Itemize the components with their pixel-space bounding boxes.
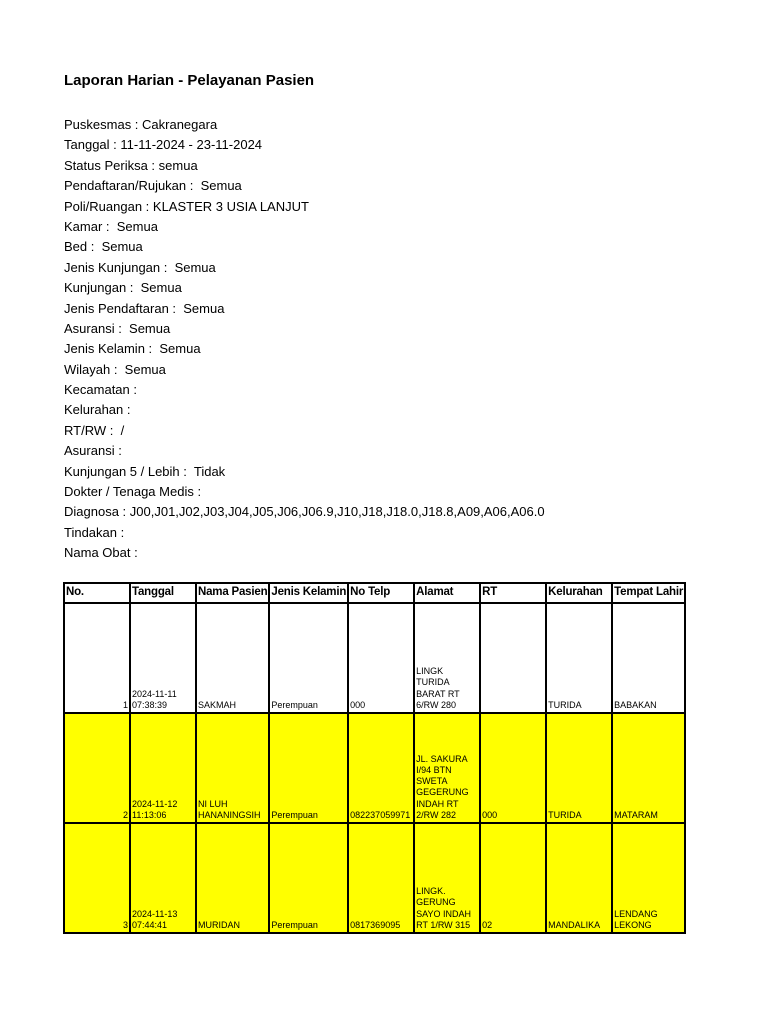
cell-jenis-kelamin: Perempuan bbox=[269, 823, 348, 933]
header-jenis-kelamin: Jenis Kelamin bbox=[269, 583, 348, 603]
header-rt: RT bbox=[480, 583, 546, 603]
table-row bbox=[64, 823, 685, 933]
table-row bbox=[64, 603, 685, 713]
info-dokter: Dokter / Tenaga Medis : bbox=[64, 484, 202, 500]
header-kelurahan: Kelurahan bbox=[546, 583, 612, 603]
report-filter-info bbox=[64, 115, 545, 564]
cell-tanggal: 2024-11-12 11:13:06 bbox=[130, 713, 196, 823]
header-tempat-lahir: Tempat Lahir bbox=[612, 583, 685, 603]
header-tanggal: Tanggal bbox=[130, 583, 196, 603]
cell-tanggal: 2024-11-11 07:38:39 bbox=[130, 603, 196, 713]
patient-table bbox=[63, 582, 686, 934]
table-header-row bbox=[64, 583, 685, 603]
cell-jenis-kelamin: Perempuan bbox=[269, 603, 348, 713]
info-bed: Bed : Semua bbox=[64, 239, 143, 255]
info-kunjungan-5-lebih: Kunjungan 5 / Lebih : Tidak bbox=[64, 463, 226, 479]
cell-nama: MURIDAN bbox=[196, 823, 269, 933]
cell-rt: 02 bbox=[480, 823, 546, 933]
cell-nama: SAKMAH bbox=[196, 603, 269, 713]
cell-no: 2 bbox=[64, 713, 130, 823]
info-jenis-kunjungan: Jenis Kunjungan : Semua bbox=[64, 259, 216, 275]
info-poli-ruangan: Poli/Ruangan : KLASTER 3 USIA LANJUT bbox=[64, 198, 309, 214]
info-kelurahan: Kelurahan : bbox=[64, 402, 131, 418]
info-asuransi-2: Asuransi : bbox=[64, 443, 122, 459]
info-kamar: Kamar : Semua bbox=[64, 218, 158, 234]
cell-alamat: LINGK. GERUNG SAYO INDAH RT 1/RW 315 bbox=[414, 823, 480, 933]
cell-jenis-kelamin: Perempuan bbox=[269, 713, 348, 823]
header-nama-pasien: Nama Pasien bbox=[196, 583, 269, 603]
cell-alamat: LINGK TURIDA BARAT RT 6/RW 280 bbox=[414, 603, 480, 713]
info-status-periksa: Status Periksa : semua bbox=[64, 157, 198, 173]
cell-no: 1 bbox=[64, 603, 130, 713]
info-asuransi: Asuransi : Semua bbox=[64, 320, 171, 336]
info-rt-rw: RT/RW : / bbox=[64, 422, 125, 438]
info-kunjungan: Kunjungan : Semua bbox=[64, 280, 182, 296]
cell-no-telp: 000 bbox=[348, 603, 414, 713]
info-wilayah: Wilayah : Semua bbox=[64, 361, 166, 377]
cell-no-telp: 0817369095 bbox=[348, 823, 414, 933]
info-pendaftaran-rujukan: Pendaftaran/Rujukan : Semua bbox=[64, 178, 242, 194]
cell-kelurahan: TURIDA bbox=[546, 713, 612, 823]
info-diagnosa: Diagnosa : J00,J01,J02,J03,J04,J05,J06,J06.9,J10,J18,J18.0,J18.8,A09,A06,A06.0 bbox=[64, 504, 545, 520]
cell-nama: NI LUH HANANINGSIH bbox=[196, 713, 269, 823]
cell-no: 3 bbox=[64, 823, 130, 933]
info-jenis-kelamin: Jenis Kelamin : Semua bbox=[64, 341, 201, 357]
info-puskesmas: Puskesmas : Cakranegara bbox=[64, 117, 218, 132]
header-no-telp: No Telp bbox=[348, 583, 414, 603]
info-tanggal: Tanggal : 11-11-2024 - 23-11-2024 bbox=[64, 137, 263, 153]
header-alamat: Alamat bbox=[414, 583, 480, 603]
info-tindakan: Tindakan : bbox=[64, 524, 125, 540]
cell-kelurahan: TURIDA bbox=[546, 603, 612, 713]
cell-tempat-lahir: BABAKAN bbox=[612, 603, 685, 713]
info-kecamatan: Kecamatan : bbox=[64, 382, 137, 398]
cell-kelurahan: MANDALIKA bbox=[546, 823, 612, 933]
report-title: Laporan Harian - Pelayanan Pasien bbox=[64, 72, 315, 89]
cell-tanggal: 2024-11-13 07:44:41 bbox=[130, 823, 196, 933]
cell-alamat: JL. SAKURA I/94 BTN SWETA GEGERUNG INDAH RT 2/RW 282 bbox=[414, 713, 480, 823]
cell-rt bbox=[480, 603, 546, 713]
cell-tempat-lahir: LENDANG LEKONG bbox=[612, 823, 685, 933]
info-nama-obat: Nama Obat : bbox=[64, 545, 138, 561]
cell-tempat-lahir: MATARAM bbox=[612, 713, 685, 823]
table-row bbox=[64, 713, 685, 823]
cell-rt: 000 bbox=[480, 713, 546, 823]
cell-no-telp: 082237059971 bbox=[348, 713, 414, 823]
header-no: No. bbox=[64, 583, 130, 603]
info-jenis-pendaftaran: Jenis Pendaftaran : Semua bbox=[64, 300, 225, 316]
